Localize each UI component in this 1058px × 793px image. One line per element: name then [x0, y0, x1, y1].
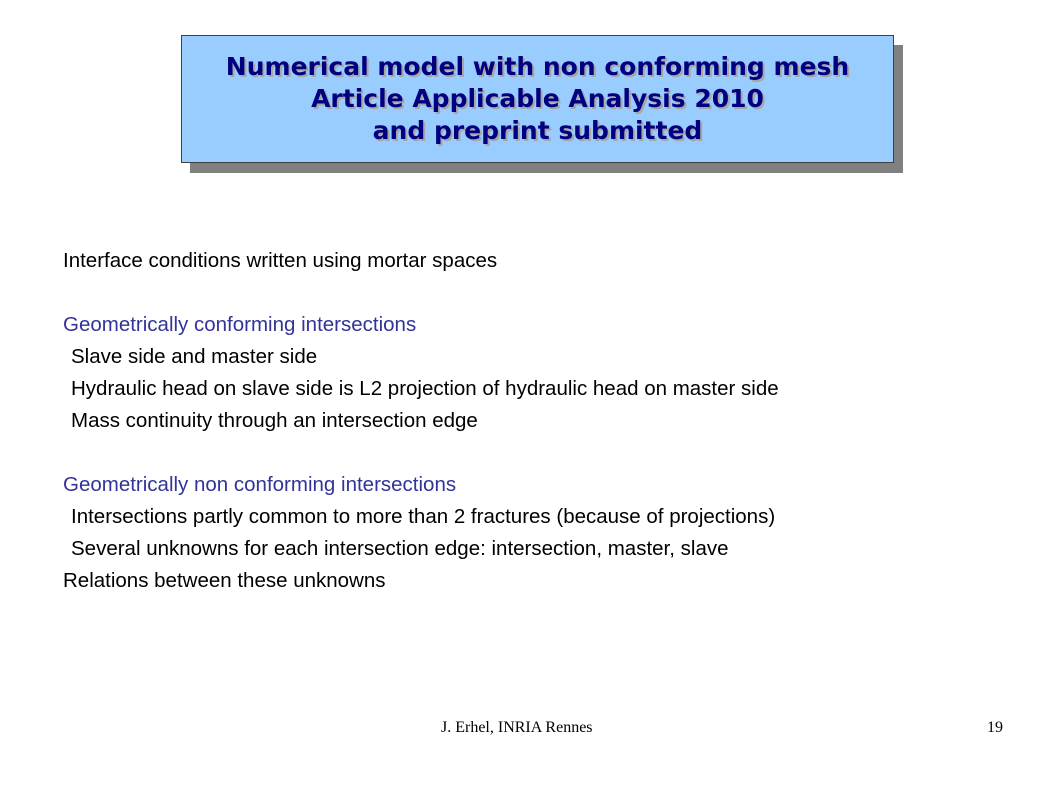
conforming-heading: Geometrically conforming intersections: [63, 313, 417, 336]
spacer: [63, 437, 1043, 469]
nonconforming-item: Intersections partly common to more than 2 fractures (because of projections): [71, 505, 776, 528]
conforming-item: Slave side and master side: [71, 345, 318, 368]
nonconforming-final: Relations between these unknowns: [63, 569, 386, 592]
title-line-1: Numerical model with non conforming mesh: [225, 52, 850, 81]
footer-author: J. Erhel, INRIA Rennes: [441, 719, 593, 736]
conforming-item: Mass continuity through an intersection edge: [71, 409, 478, 432]
slide-footer: [0, 719, 1058, 743]
nonconforming-heading: Geometrically non conforming intersections: [63, 473, 457, 496]
slide-body: [63, 245, 1043, 597]
spacer: [63, 277, 1043, 309]
title-line-2: Article Applicable Analysis 2010: [311, 84, 764, 113]
intro-text: Interface conditions written using mortar spaces: [63, 249, 498, 272]
page-number: 19: [987, 719, 1003, 736]
conforming-item: Hydraulic head on slave side is L2 projection of hydraulic head on master side: [71, 377, 779, 400]
title-line-3: and preprint submitted: [372, 116, 703, 145]
title-box: [181, 35, 894, 163]
nonconforming-item: Several unknowns for each intersection edge: intersection, master, slave: [71, 537, 729, 560]
